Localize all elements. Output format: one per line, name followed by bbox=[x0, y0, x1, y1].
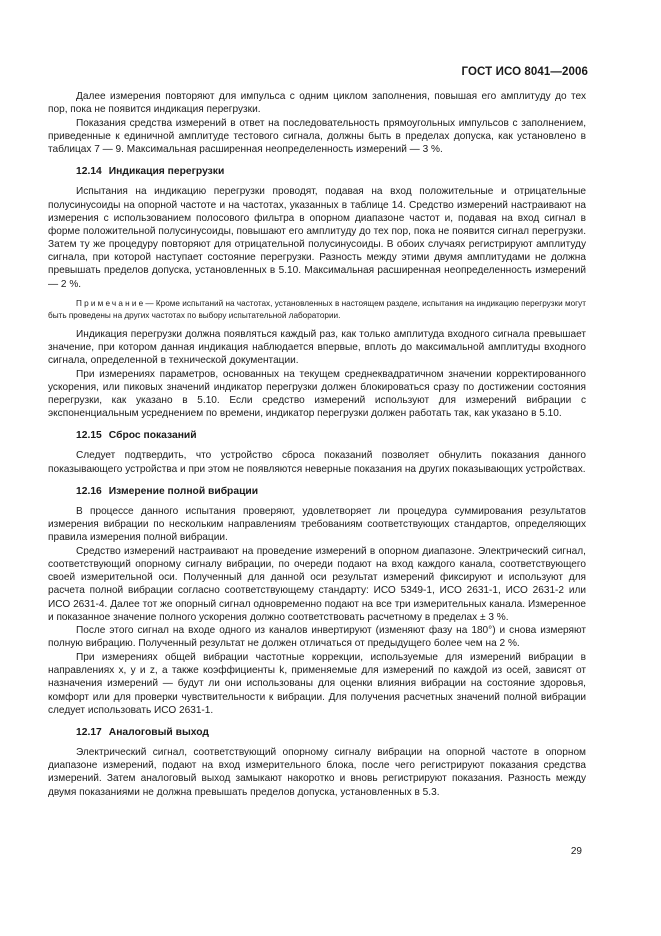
paragraph: Индикация перегрузки должна появляться каждый раз, как только амплитуда входного сигнала превышает значение, при котором данная индикация наблюдается впервые, вплоть до максимальной амплитуды входного сигнала, определенной в технической документации. bbox=[48, 328, 586, 366]
page-number: 29 bbox=[570, 846, 582, 857]
paragraph: Следует подтвердить, что устройство сброса показаний позволяет обнулить показания данного показывающего устройства и при этом не появляются неверные показания на других показывающих устройствах. bbox=[48, 450, 586, 475]
paragraph: Испытания на индикацию перегрузки проводят, подавая на вход положительные и отрицательные полусинусоиды на опорной частоте и на частотах, указанных в таблице 14. Средство измерений настраивают на измерения с использованием полосового фильтра в опорном диапазоне частот и, подавая на вход сигнал в форме положительной полусинусоиды, повышают его амплитуду до тех пор, пока не появится сигнал перегрузки. Затем ту же процедуру повторяют для отрицательной полусинусоиды. В обоих случаях регистрируют амплитуду сигнала, при которой наступает состояние перегрузки. Разность между этими двумя амплитудами не должна превышать пределов допуска, установленных в 5.10. Максимальная расширенная неопределенность измерений — 2 %. bbox=[48, 186, 586, 290]
section-heading-12-14 bbox=[48, 165, 586, 178]
paragraph: После этого сигнал на входе одного из каналов инвертируют (изменяют фазу на 180°) и снова измеряют полную вибрацию. Полученный результат не должен отличаться от предыдущего более чем на 2 %. bbox=[48, 625, 586, 650]
paragraph: Далее измерения повторяют для импульса с одним циклом заполнения, повышая его амплитуду до тех пор, пока не появится индикация перегрузки. bbox=[48, 91, 586, 116]
note bbox=[48, 298, 586, 322]
paragraph: Средство измерений настраивают на проведение измерений в опорном диапазоне. Электрический сигнал, соответствующий опорному сигналу вибрации, по очереди подают на вход каждого канала, соответствующего своей измерительной оси. Полученный для данной оси результат измерений фиксируют и используют для расчета полной вибрации согласно соответствующему стандарту: ИСО 5349-1, ИСО 2631-1, ИСО 2631-2 или ИСО 2631-4. Далее тот же опорный сигнал одновременно подают на все три измерительных канала. Измеренное и показанное значение полного ускорения должно соответствовать расчетному в пределах ± 3 %. bbox=[48, 545, 586, 623]
section-number: 12.17 bbox=[76, 726, 102, 738]
section-title: Аналоговый выход bbox=[108, 726, 209, 738]
section-number: 12.14 bbox=[76, 166, 102, 178]
paragraph: При измерениях параметров, основанных на текущем среднеквадратичном значении корректированного ускорения, или пиковых значений индикатор перегрузки должен блокироваться сразу по достижении состояния перегрузки, как указано в 5.10. Если средство измерений используют для измерений вибрации с экспоненциальным усреднением по времени, индикатор перегрузки должен работать так, как указано в 5.10. bbox=[48, 368, 586, 420]
section-title: Сброс показаний bbox=[108, 430, 197, 442]
paragraph: Показания средства измерений в ответ на последовательность прямоугольных импульсов с заполнением, приведенные к единичной амплитуде тестового сигнала, должны быть в пределах допуска, как установлено в таблицах 7 — 9. Максимальная расширенная неопределенность измерений — 3 %. bbox=[48, 117, 586, 156]
section-number: 12.15 bbox=[76, 430, 102, 442]
paragraph: При измерениях общей вибрации частотные коррекции, используемые для измерений вибрации в направлениях x, y и z, а также коэффициенты k, применяемые для измерений по каждой из осей, зависят от назначения измерений — будут ли они использованы для оценки влияния вибрации на состояние здоровья, комфорт или для проверки чувствительности к вибрации. Для получения расчетных значений полной вибрации следует использовать ИСО 2631-1. bbox=[48, 652, 586, 716]
section-number: 12.16 bbox=[76, 485, 102, 497]
note-label: Примечание bbox=[76, 298, 146, 308]
section-heading-12-16 bbox=[48, 485, 586, 498]
section-heading-12-15 bbox=[48, 429, 586, 442]
document-id-header: ГОСТ ИСО 8041—2006 bbox=[461, 66, 588, 78]
section-title: Индикация перегрузки bbox=[108, 166, 225, 178]
section-title: Измерение полной вибрации bbox=[108, 485, 259, 497]
page-body bbox=[48, 90, 586, 799]
section-heading-12-17 bbox=[48, 726, 586, 739]
paragraph: Электрический сигнал, соответствующий опорному сигналу вибрации на опорной частоте в опорном диапазоне измерений, подают на вход измерительного блока, после чего регистрируют показания средства измерений. Затем аналоговый выход замыкают накоротко и вновь регистрируют показания. Разность между двумя показаниями не должна превышать пределов допуска, установленных в 5.3. bbox=[48, 747, 586, 798]
note-text: — Кроме испытаний на частотах, установленных в настоящем разделе, испытания на индикацию перегрузки могут быть проведены на других частотах по выбору испытательной лаборатории. bbox=[48, 298, 586, 320]
paragraph: В процессе данного испытания проверяют, удовлетворяет ли процедура суммирования результатов измерения вибрации по нескольким направлениям требованиям соответствующих стандартов, определяющих правила измерения полной вибрации. bbox=[48, 505, 586, 544]
